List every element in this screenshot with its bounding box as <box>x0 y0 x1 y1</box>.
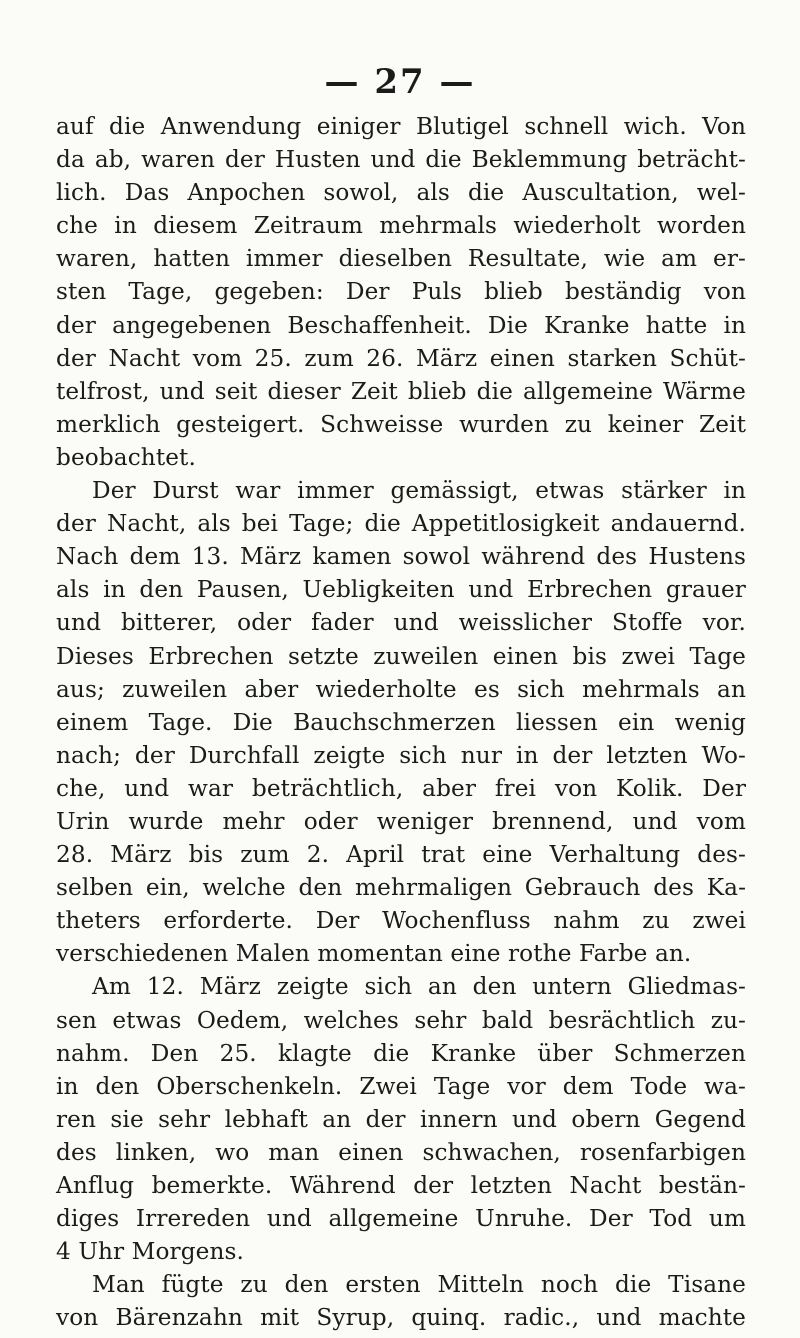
text-line: telfrost, und seit dieser Zeit blieb die allgemeine Wärme <box>56 377 746 405</box>
text-line: selben ein, welche den mehrmaligen Gebrauch des Ka- <box>56 874 746 902</box>
text-line: sten Tage, gegeben: Der Puls blieb beständig von <box>56 278 746 306</box>
text-line: diges Irrereden und allgemeine Unruhe. Der Tod um <box>56 1205 746 1233</box>
page-number: — 27 — <box>324 62 476 102</box>
text-line: lich. Das Anpochen sowol, als die Auscultation, wel- <box>56 179 746 207</box>
text-line: sen etwas Oedem, welches sehr bald besrächtlich zu- <box>56 1006 746 1034</box>
text-line: aus; zuweilen aber wiederholte es sich mehrmals an <box>56 675 746 703</box>
text-line: der Nacht vom 25. zum 26. März einen starken Schüt- <box>56 344 746 372</box>
text-line: da ab, waren der Husten und die Beklemmung beträcht- <box>56 146 746 174</box>
text-line: einem Tage. Die Bauchschmerzen liessen ein wenig <box>56 708 746 736</box>
text-line: der angegebenen Beschaffenheit. Die Kranke hatte in <box>56 311 746 339</box>
text-line: Man fügte zu den ersten Mitteln noch die Tisane <box>92 1271 746 1299</box>
text-line: Am 12. März zeigte sich an den untern Gliedmas- <box>92 973 746 1001</box>
text-line: che in diesem Zeitraum mehrmals wiederholt worden <box>56 212 746 240</box>
text-line: der Nacht, als bei Tage; die Appetitlosigkeit andauernd. <box>56 510 746 538</box>
text-line: in den Oberschenkeln. Zwei Tage vor dem Tode wa- <box>56 1072 746 1100</box>
text-line: des linken, wo man einen schwachen, rosenfarbigen <box>56 1138 746 1166</box>
text-line: merklich gesteigert. Schweisse wurden zu keiner Zeit <box>56 410 746 438</box>
text-line: waren, hatten immer dieselben Resultate, wie am er- <box>56 245 746 273</box>
text-line: nach; der Durchfall zeigte sich nur in der letzten Wo- <box>56 741 746 769</box>
text-line: 28. März bis zum 2. April trat eine Verhaltung des- <box>56 841 746 869</box>
text-line: Urin wurde mehr oder weniger brennend, und vom <box>56 807 746 835</box>
text-line: und bitterer, oder fader und weisslicher Stoffe vor. <box>56 609 746 637</box>
text-line: theters erforderte. Der Wochenfluss nahm zu zwei <box>56 907 746 935</box>
text-line: Anflug bemerkte. Während der letzten Nacht bestän- <box>56 1172 746 1199</box>
text-line: Der Durst war immer gemässigt, etwas stärker in <box>92 477 746 505</box>
text-line: von Bärenzahn mit Syrup, quinq. radic., und machte <box>56 1304 746 1332</box>
text-line: Nach dem 13. März kamen sowol während des Hustens <box>56 543 746 571</box>
text-line: als in den Pausen, Uebligkeiten und Erbrechen grauer <box>56 576 746 604</box>
text-line: Dieses Erbrechen setzte zuweilen einen bis zwei Tage <box>56 642 746 670</box>
text-line: auf die Anwendung einiger Blutigel schnell wich. Von <box>56 113 746 140</box>
text-line: verschiedenen Malen momentan eine rothe Farbe an. <box>56 940 692 968</box>
body-text <box>56 110 746 1334</box>
text-line: ren sie sehr lebhaft an der innern und obern Gegend <box>56 1105 746 1133</box>
text-line: 4 Uhr Morgens. <box>56 1238 245 1266</box>
text-line: che, und war beträchtlich, aber frei von Kolik. Der <box>56 774 746 802</box>
text-line: nahm. Den 25. klagte die Kranke über Schmerzen <box>56 1039 746 1067</box>
text-line: beobachtet. <box>56 443 196 471</box>
